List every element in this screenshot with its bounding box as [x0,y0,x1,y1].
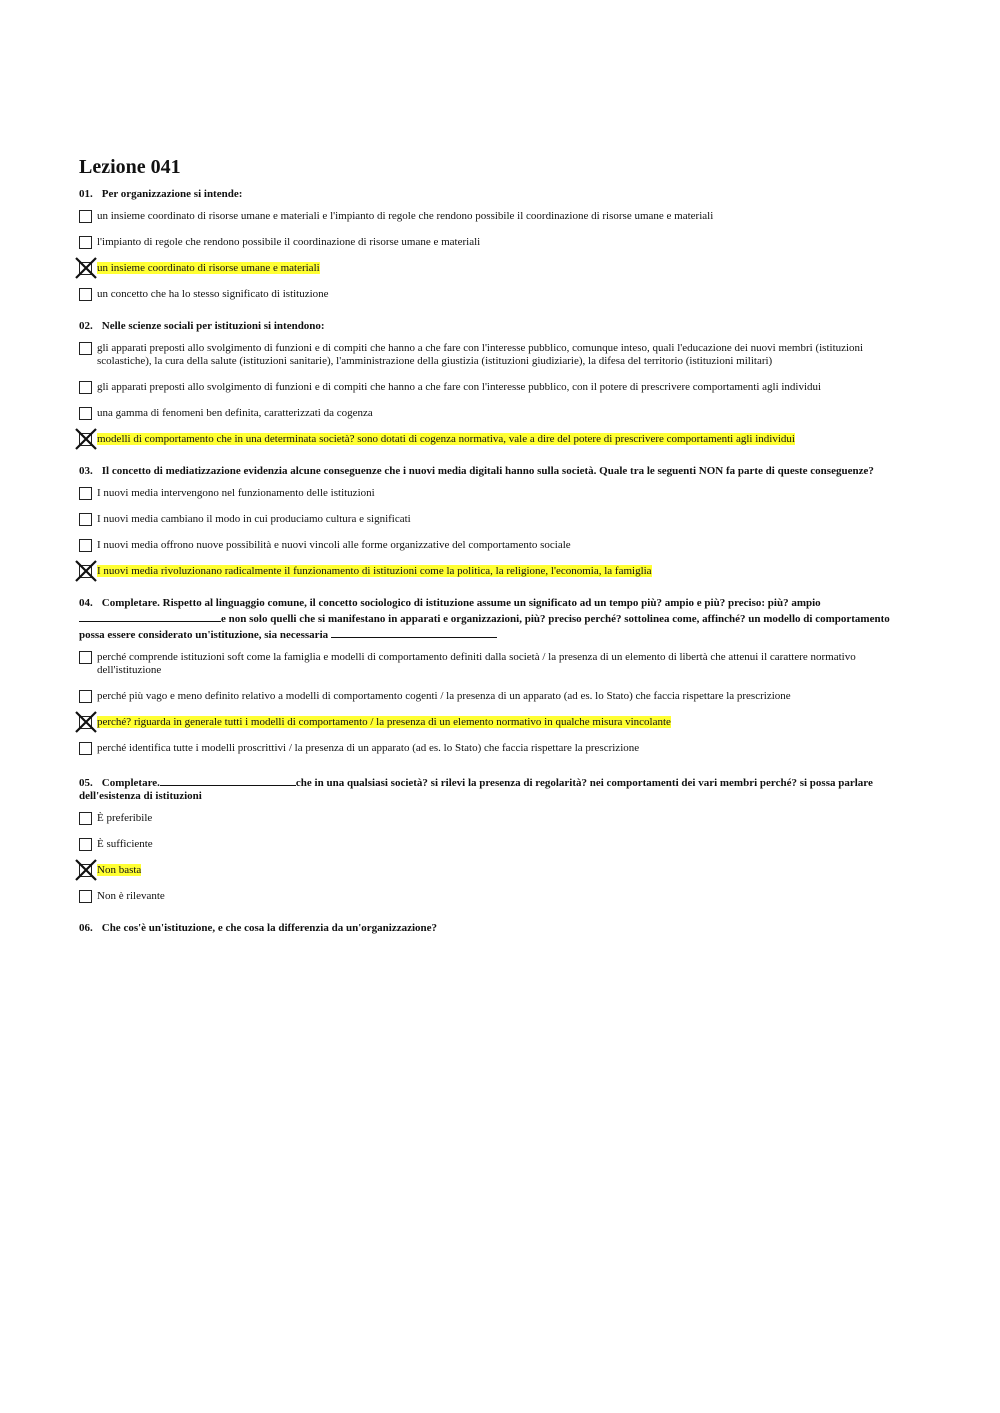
answer-text: È preferibile [97,812,153,824]
answer-option[interactable] [79,838,901,851]
answer-text: perché identifica tutte i modelli proscrittivi / la presenza di un apparato (ad es. lo Stato) che faccia rispettare la prescrizione [97,742,640,754]
answer-text-highlighted: modelli di comportamento che in una determinata società? sono dotati di cogenza normativa, vale a dire del potere di prescrivere comportamenti agli individui [97,433,795,445]
answer-option-correct[interactable] [79,565,901,578]
answer-checkbox[interactable] [79,342,92,355]
question-number: 04. [79,597,93,609]
question-number: 02. [79,320,93,332]
question-prompt: Nelle scienze sociali per istituzioni si intendono: [101,320,325,332]
answer-checkbox[interactable] [79,742,92,755]
answer-text: perché comprende istituzioni soft come la famiglia e modelli di comportamento definiti dalla società / la presenza di un elemento di libertà che attenui il carattere normativo dell'istituzione [97,651,856,676]
answer-text: un insieme coordinato di risorse umane e materiali e l'impianto di regole che rendono possibile il coordinazione di risorse umane e materiali [97,210,714,222]
answer-option[interactable] [79,651,901,677]
fill-in-blank[interactable] [79,610,221,622]
answer-option[interactable] [79,812,901,825]
answer-text: I nuovi media offrono nuove possibilità e nuovi vincoli alle forme organizzative del comportamento sociale [97,539,571,551]
question-02 [79,320,901,446]
answer-checkbox[interactable] [79,210,92,223]
answer-checkbox[interactable] [79,890,92,903]
question-number: 05. [79,777,93,789]
answer-text-highlighted: perché? riguarda in generale tutti i modelli di comportamento / la presenza di un elemento normativo in qualche misura vincolante [97,716,671,728]
answer-option-correct[interactable] [79,716,901,729]
answer-option[interactable] [79,890,901,903]
answer-checkbox[interactable] [79,539,92,552]
answer-option[interactable] [79,288,901,301]
document-page [79,155,901,954]
cross-mark-icon [74,256,98,280]
question-text [79,597,901,642]
answer-checkbox[interactable] [79,651,92,664]
question-04 [79,597,901,755]
answer-checkbox[interactable] [79,513,92,526]
answer-option-correct[interactable] [79,433,901,446]
answer-text: gli apparati preposti allo svolgimento di funzioni e di compiti che hanno a che fare con l'interesse pubblico, comunque inteso, quali l'educazione dei nuovi membri (istituzioni scolastiche), la cura della salute (istituzioni sanitarie), l'amministrazione della giustizia (istituzioni giudiziarie), la difesa del territorio (istituzioni militari) [97,342,864,367]
question-prompt: Che cos'è un'istituzione, e che cosa la differenzia da un'organizzazione? [101,922,438,934]
answer-option[interactable] [79,539,901,552]
page-title: Lezione 041 [79,156,181,178]
answer-text: Non è rilevante [97,890,165,902]
answer-option[interactable] [79,210,901,223]
cross-mark-icon [74,427,98,451]
answer-text: un concetto che ha lo stesso significato di istituzione [97,288,329,300]
answer-text-highlighted: un insieme coordinato di risorse umane e materiali [97,262,320,274]
answer-checkbox[interactable] [79,838,92,851]
answer-option[interactable] [79,381,901,394]
answer-text: l'impianto di regole che rendono possibile il coordinazione di risorse umane e materiali [97,236,481,248]
question-text [79,320,901,333]
question-01 [79,188,901,301]
answer-text-highlighted: I nuovi media rivoluzionano radicalmente il funzionamento di istituzioni come la politica, la religione, l'economia, la famiglia [97,565,652,577]
answer-text: I nuovi media intervengono nel funzionamento delle istituzioni [97,487,375,499]
answer-option[interactable] [79,407,901,420]
answer-text: una gamma di fenomeni ben definita, caratterizzati da cogenza [97,407,373,419]
fill-in-blank[interactable] [331,626,497,638]
answer-option[interactable] [79,742,901,755]
question-05 [79,774,901,903]
answer-text-highlighted: Non basta [97,864,142,876]
question-03 [79,465,901,578]
fill-in-blank[interactable] [160,774,296,786]
question-prompt: Completare. [101,777,160,789]
answer-option-correct[interactable] [79,262,901,275]
answer-text: perché più vago e meno definito relativo a modelli di comportamento cogenti / la presenza di un apparato (ad es. lo Stato) che faccia rispettare la prescrizione [97,690,791,702]
question-number: 06. [79,922,93,934]
answer-text: È sufficiente [97,838,153,850]
answer-option[interactable] [79,487,901,500]
cross-mark-icon [74,710,98,734]
answer-checkbox[interactable] [79,381,92,394]
answer-option[interactable] [79,342,901,368]
question-prompt-continued: e non solo quelli che si manifestano in apparati e organizzazioni, più? preciso perché? sottolinea come, affinché? un modello di comportamento possa essere considerato un'istituzione, sia necessaria [79,613,890,641]
answer-option-correct[interactable] [79,864,901,877]
answer-checkbox[interactable] [79,487,92,500]
answer-option[interactable] [79,513,901,526]
answer-checkbox[interactable] [79,288,92,301]
answer-checkbox[interactable] [79,407,92,420]
question-number: 03. [79,465,93,477]
question-prompt: Completare. Rispetto al linguaggio comune, il concetto sociologico di istituzione assume un significato ad un tempo più? ampio e più? preciso: più? ampio [101,597,821,609]
question-prompt: Il concetto di mediatizzazione evidenzia alcune conseguenze che i nuovi media digitali hanno sulla società. Quale tra le seguenti NON fa parte di queste conseguenze? [101,465,874,477]
answer-option[interactable] [79,690,901,703]
answer-option[interactable] [79,236,901,249]
question-text [79,774,901,803]
question-text [79,188,901,201]
question-06 [79,922,901,935]
answer-checkbox[interactable] [79,812,92,825]
question-text [79,465,901,478]
cross-mark-icon [74,858,98,882]
question-text [79,922,901,935]
cross-mark-icon [74,559,98,583]
answer-checkbox[interactable] [79,236,92,249]
question-number: 01. [79,188,93,200]
question-prompt: Per organizzazione si intende: [101,188,243,200]
question-prompt-continued: che in una qualsiasi società? si rilevi la presenza di regolarità? nei comportamenti dei vari membri perché? si possa parlare dell'esistenza di istituzioni [79,777,873,802]
answer-text: I nuovi media cambiano il modo in cui produciamo cultura e significati [97,513,411,525]
answer-text: gli apparati preposti allo svolgimento di funzioni e di compiti che hanno a che fare con l'interesse pubblico, con il potere di prescrivere comportamenti agli individui [97,381,822,393]
answer-checkbox[interactable] [79,690,92,703]
